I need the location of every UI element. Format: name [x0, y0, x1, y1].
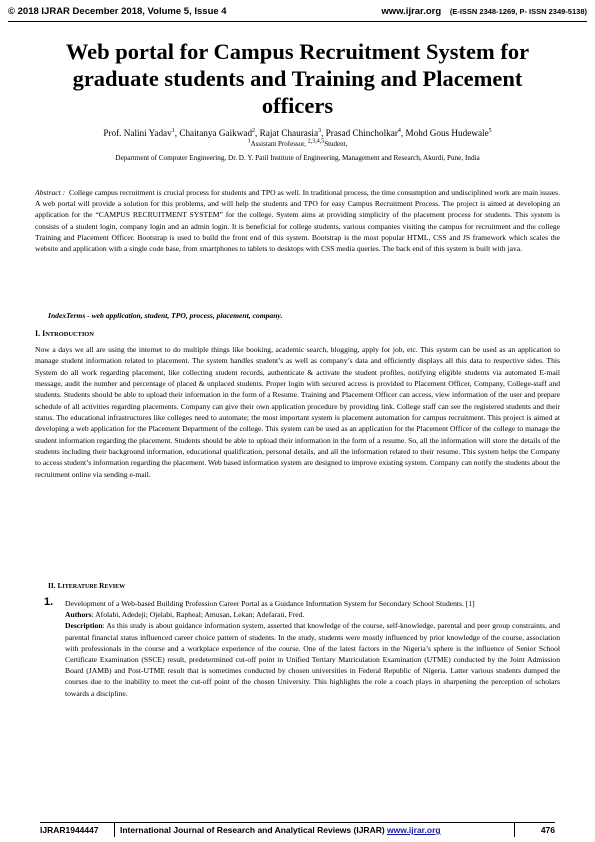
section-rest: NTRODUCTION	[45, 331, 94, 338]
header-issn: (E-ISSN 2348-1269, P- ISSN 2349-5138)	[449, 7, 587, 16]
list-item-number: 1.	[44, 596, 54, 608]
author-name: , Prasad Chincholkar	[321, 128, 398, 138]
author-sup: 5	[488, 127, 492, 134]
list-item-description	[65, 620, 560, 698]
abstract-label: Abstract :	[35, 188, 66, 197]
section-rest: ITERATURE	[62, 584, 100, 590]
section-number: I.	[35, 329, 43, 338]
author-name: , Chaitanya Gaikwad	[174, 128, 253, 138]
index-terms: IndexTerms - web application, student, TPO, process, placement, company.	[48, 311, 283, 320]
abstract-text: College campus recruitment is crucial process for students and TPO as well. In traditional process, the time consumption and undisciplined work are main issues. A web portal will provide a solution for this problems, and will help the students and TPO for easy Campus Recruitment Process. The project is aimed at developing an application for the “CAMPUS RECRUITMENT SYSTEM” for the college. System aims at providing simplicity of the placement process for students. This system is consists of a student login, company login and an admin login. It is beneficial for college students, various companies visiting the campus for recruitment and the college Training and Placement Officer. Bootstrap is used to build the front end of this system. Bootstrap is the most popular HTML, CSS and JS framework which scales the website and application with a single code base, from smartphones to tablets to desktops with CSS media queries. The back end of this system is built with java.	[35, 188, 560, 254]
footer-journal-name: International Journal of Research and Analytical Reviews (IJRAR)	[120, 825, 388, 835]
abstract	[35, 187, 560, 254]
description-label: Description	[65, 621, 103, 631]
page-number: 476	[540, 825, 555, 835]
author-list	[20, 127, 575, 139]
affil-sup: 2,3,4,5	[307, 138, 325, 145]
section-number: II.	[48, 581, 58, 590]
description-text: : As this study is about guidance information system, asserted that knowledge of the course, self-knowledge, parental and peer group constraints, and parental financial status influenced career choice pattern of students. In the study, students were mostly influenced by prior knowledge of the course, association with professionals in the course and a workplace experience of the course. One of the latest factors in the Nigeria’s sphere is the influence of Senior School Certificate Examination (SSCE) result, predetermined cut-off point in Unified Tertiary Matriculation Examination (UTME) conducted by the Joint Admission Board (JAMB) and Post-UTME result that is sometimes conducted by chosen universities in Federal Republic of Nigeria. Latter various students dumped the courses due to the inability to meet the cut-off point of the chosen University. This highlights the role a coach plays in sharpening the perception of scholars towards a discipline.	[65, 621, 560, 698]
footer-url-link[interactable]: www.ijrar.org	[387, 825, 441, 835]
affil-sup: 1	[247, 138, 251, 145]
affil-role: Assistant Professor,	[250, 140, 308, 148]
author-sup: 2	[252, 127, 256, 134]
list-item-authors	[65, 609, 560, 620]
footer-journal	[120, 825, 441, 835]
header-citation: © 2018 IJRAR December 2018, Volume 5, Issue 4	[8, 6, 227, 17]
section-initial: R	[99, 581, 105, 590]
section-initial: L	[57, 581, 63, 590]
paper-title: Web portal for Campus Recruitment System for graduate students and Training and Placement officers	[65, 39, 530, 118]
footer-divider	[114, 823, 115, 837]
footer-paper-id: IJRAR1944447	[40, 825, 99, 835]
list-item-title: Development of a Web-based Building Profession Career Portal as a Guidance Information System for Secondary School Students. [1]	[65, 599, 475, 608]
affiliation-department: Department of Computer Engineering, Dr. D. Y. Patil Institute of Engineering, Management and Research, Akurdi, Pune, India	[115, 154, 480, 162]
affiliation-roles	[20, 140, 575, 148]
author-sup: 3	[318, 127, 322, 134]
section-heading-literature-review	[48, 581, 125, 590]
authors-text: : Afolabi, Adedeji; Ojelabi, Rapheal; Amusan, Lekan; Adefarati, Fred.	[91, 610, 305, 620]
authors-label: Authors	[65, 610, 92, 620]
author-sup: 1	[171, 127, 175, 134]
section-heading-introduction	[35, 329, 94, 338]
section-initial: I	[42, 329, 46, 338]
header-rule	[8, 21, 587, 22]
section-rest: EVIEW	[104, 584, 126, 590]
footer-divider	[514, 823, 515, 837]
author-sup: 4	[397, 127, 401, 134]
introduction-body: Now a days we all are using the internet to do multiple things like booking, academic search, blogging, apply for job, etc. This system can be used as an application to manage student information related to placement. The system handles student’s as well as company’s data and efficiently displays all this data to respective sides. This System do all work regarding placement, like collecting student records, authenticate & activate the student profiles, notifying eligible students via automated E-mail message, audit the number and percentage of placed & unplaced students. Proper login with secured access is provided to Placement Officer, Company, College-staff and students. Students should be able to upload their information in the form of a Resume. Training and Placement Officer can access, view information of the user and prepare schedule of all activities regarding placements. Company can give their own application procedure by providing link. College staff can see the registered students and their status. The educational infrastructures like colleges need to automate; the most important system is placement automation for campus recruitment. This project is aimed at developing a web application for the Placement Department of the college. This system can be used as an application for the Placement Officer of the college to manage the student information regarding the placement. Students should be able to upload their information in the form of a resume. So, all the information will store the details of the students including their background information, educational qualification, personal details, and all the information related to their resume. This system helps the Company to access student’s information regarding the placement. Web based information system are designed to improve existing system. Company can notify the students about the recruitment online via sending e-mail.	[35, 345, 560, 479]
page-footer	[40, 823, 555, 837]
affil-role: Student,	[324, 140, 348, 148]
author-name: Prof. Nalini Yadav	[103, 128, 172, 138]
header-right	[381, 6, 587, 17]
header-url-link[interactable]: www.ijrar.org	[381, 6, 442, 17]
running-header	[8, 6, 587, 20]
author-name: , Rajat Chaurasia	[255, 128, 319, 138]
author-name: , Mohd Gous Hudewale	[400, 128, 489, 138]
list-item	[65, 598, 560, 699]
